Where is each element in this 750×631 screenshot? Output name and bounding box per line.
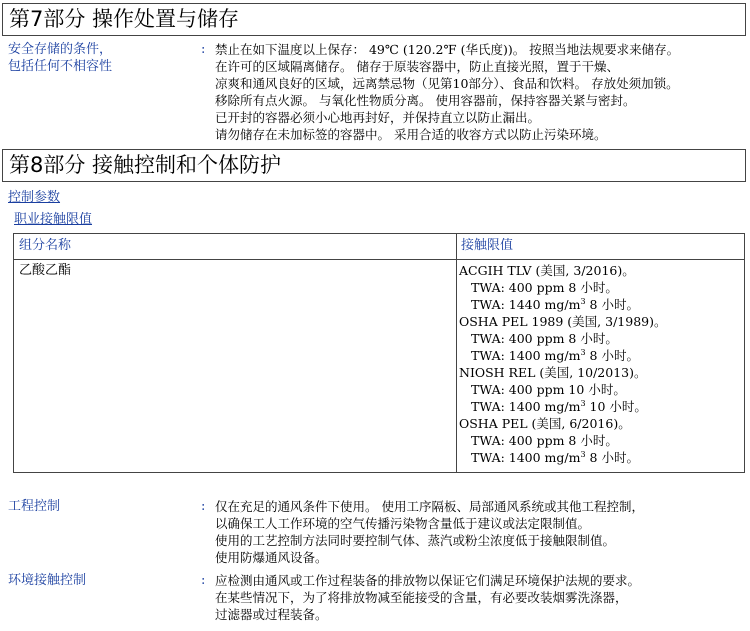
header-exposure-limits: 接触限值 xyxy=(461,238,514,253)
section-8-header xyxy=(2,149,746,182)
unit-superscript: 3 xyxy=(580,449,586,459)
unit-superscript: 3 xyxy=(580,398,586,408)
component-ethyl-acetate: 乙酸乙酯 xyxy=(19,263,72,278)
table-header-divider xyxy=(14,259,744,260)
limit-source: NIOSH REL (美国, 10/2013)。 xyxy=(459,365,647,380)
storage-text-line: 请勿储存在未加标签的容器中。 采用合适的收容方式以防止污染环境。 xyxy=(215,127,607,142)
storage-conditions-text xyxy=(215,41,679,143)
engineering-text-line: 使用的工艺控制方法同时要控制气体、蒸汽或粉尘浓度低于接触限制值。 xyxy=(215,533,616,548)
exposure-limits-list xyxy=(459,262,666,466)
storage-label-line-2: 包括任何不相容性 xyxy=(8,59,113,74)
limit-source: ACGIH TLV (美国, 3/2016)。 xyxy=(459,263,635,278)
engineering-text-line: 使用防爆通风设备。 xyxy=(215,550,328,565)
engineering-text-line: 以确保工人工作环境的空气传播污染物含量低于建议或法定限制值。 xyxy=(215,516,591,531)
storage-colon: : xyxy=(201,42,206,57)
engineering-text-line: 仅在充足的通风条件下使用。 使用工序隔板、局部通风系统或其他工程控制， xyxy=(215,499,644,514)
limit-value: TWA: 400 ppm 8 小时。 xyxy=(471,280,618,295)
limit-value: TWA: 1400 $mg/m^3$ 8 小时。 xyxy=(471,449,639,465)
storage-conditions-label xyxy=(8,41,112,75)
section-7-header xyxy=(2,3,746,36)
storage-text-line: 禁止在如下温度以上保存： 49℃ (120.2℉ (华氏度))。 按照当地法规要求来储存。 xyxy=(215,42,680,57)
engineering-controls-label: 工程控制 xyxy=(8,499,61,514)
environmental-text-line: 过滤器或过程装备。 xyxy=(215,607,328,622)
storage-text-line: 凉爽和通风良好的区域，远离禁忌物（见第10部分）、食品和饮料。 存放处须加锁。 xyxy=(215,76,679,91)
storage-label-line-1: 安全存储的条件， xyxy=(8,42,113,57)
limit-value: TWA: 400 ppm 8 小时。 xyxy=(471,331,618,346)
environmental-text-line: 在某些情况下，为了将排放物减至能接受的含量，有必要改装烟雾洗涤器， xyxy=(215,590,628,605)
engineering-colon: : xyxy=(201,499,206,514)
section-7-title: 第7部分 操作处置与储存 xyxy=(9,7,240,31)
environmental-controls-label: 环境接触控制 xyxy=(8,573,87,588)
storage-text-line: 移除所有点火源。 与氧化性物质分离。 使用容器前，保持容器关紧与密封。 xyxy=(215,93,636,108)
storage-text-line: 在许可的区域隔离储存。 储存于原装容器中，防止直接光照，置于干燥、 xyxy=(215,59,619,74)
limit-source: OSHA PEL 1989 (美国, 3/1989)。 xyxy=(459,314,667,329)
environmental-controls-text xyxy=(215,572,640,623)
control-parameters-link[interactable]: 控制参数 xyxy=(8,190,61,205)
limit-value: TWA: 400 ppm 10 小时。 xyxy=(471,382,626,397)
limit-value: TWA: 1440 $mg/m^3$ 8 小时。 xyxy=(471,296,639,312)
environmental-colon: : xyxy=(201,573,206,588)
section-8-title: 第8部分 接触控制和个体防护 xyxy=(9,153,282,177)
exposure-limits-table xyxy=(13,233,745,473)
unit-superscript: 3 xyxy=(580,296,586,306)
environmental-text-line: 应检测由通风或工作过程装备的排放物以保证它们满足环境保护法规的要求。 xyxy=(215,573,641,588)
limit-value: TWA: 400 ppm 8 小时。 xyxy=(471,433,618,448)
limit-value: TWA: 1400 $mg/m^3$ 10 小时。 xyxy=(471,398,647,414)
table-column-divider xyxy=(456,234,457,472)
header-component-name: 组分名称 xyxy=(19,238,72,253)
occupational-exposure-limits-link[interactable]: 职业接触限值 xyxy=(14,212,93,227)
storage-text-line: 已开封的容器必须小心地再封好，并保持直立以防止漏出。 xyxy=(215,110,541,125)
unit-superscript: 3 xyxy=(580,347,586,357)
engineering-controls-text xyxy=(215,498,644,566)
limit-source: OSHA PEL (美国, 6/2016)。 xyxy=(459,416,631,431)
limit-value: TWA: 1400 $mg/m^3$ 8 小时。 xyxy=(471,347,639,363)
